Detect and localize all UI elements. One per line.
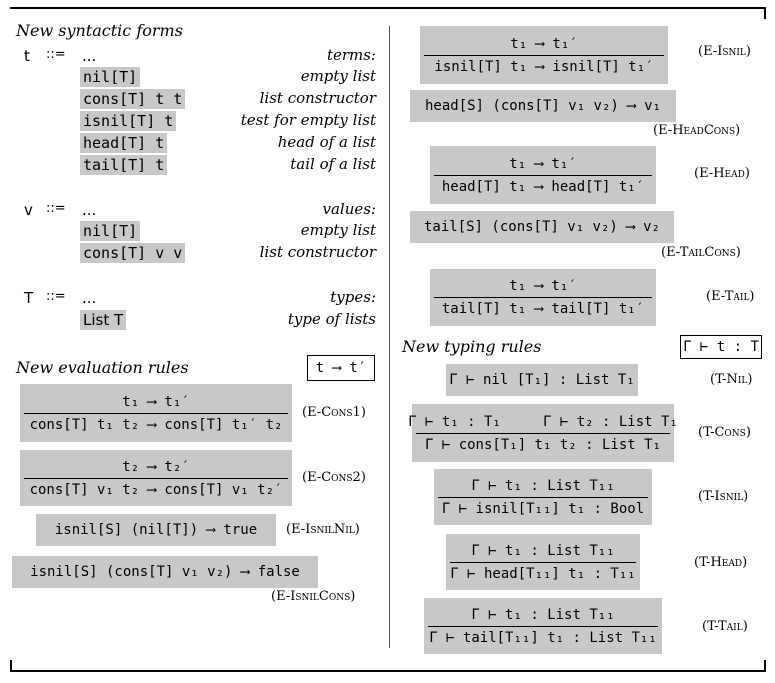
syntax-form: nil[T] [80, 221, 140, 241]
syntax-description: tail of a list [290, 155, 376, 173]
rule-name: (T-Nil) [710, 372, 753, 387]
rule-t-cons [408, 404, 678, 462]
frame-corner-tick [764, 660, 766, 672]
inference-bar [416, 433, 670, 434]
rule-premise: Γ ⊢ t₁ : List T₁₁ [471, 542, 615, 559]
typing-judgment-box: Γ ⊢ t : T [680, 335, 762, 359]
rule-name: (E-HeadCons) [653, 123, 741, 138]
rule-premise: Γ ⊢ t₁ : List T₁₁ [471, 606, 615, 623]
syntax-description: type of lists [287, 310, 376, 328]
rule-e-isnil [420, 26, 668, 84]
syntax-description: head of a list [277, 133, 376, 151]
rule-conclusion: isnil[T] t₁ ⟶ isnil[T] t₁′ [434, 58, 654, 75]
frame-bottom-rule [10, 670, 766, 672]
rule-name: (E-Head) [694, 166, 750, 181]
rule-conclusion: head[T] t₁ ⟶ head[T] t₁′ [441, 178, 645, 195]
rule-name: (E-TailCons) [661, 245, 741, 260]
rule-premise: t₁ ⟶ t₁′ [509, 155, 577, 172]
rule-premise: Γ ⊢ t₁ : List T₁₁ [471, 477, 615, 494]
rule-name: (E-IsnilNil) [286, 522, 360, 537]
rule-name: (T-Tail) [702, 619, 748, 634]
rule-conclusion: Γ ⊢ head[T₁₁] t₁ : T₁₁ [450, 565, 636, 582]
grammar-symbol: t [24, 47, 30, 65]
syntax-form: isnil[T] t [80, 111, 176, 131]
rule-e-cons1 [20, 384, 292, 442]
syntax-form: cons[T] t t [80, 89, 185, 109]
syntax-description: list constructor [259, 89, 376, 107]
inference-bar [24, 413, 288, 414]
rule-conclusion: tail[T] t₁ ⟶ tail[T] t₁′ [441, 301, 645, 317]
syntax-form: tail[T] t [80, 155, 167, 175]
inference-bar [434, 297, 652, 298]
frame-corner-tick [10, 660, 12, 672]
rule-name: (T-Head) [694, 555, 748, 570]
syntax-description: list constructor [259, 243, 376, 261]
rule-name: (E-IsnilCons) [271, 589, 356, 604]
rule-e-isnilcons: isnil[S] (cons[T] v₁ v₂) ⟶ false [12, 556, 318, 588]
grammar-op: ::= [46, 201, 66, 216]
rule-t-head [446, 534, 640, 590]
inference-bar [424, 55, 664, 56]
rule-premise: t₁ ⟶ t₁′ [510, 35, 578, 52]
grammar-op: ::= [46, 47, 66, 62]
rule-e-head [430, 146, 656, 204]
rule-e-cons2 [20, 450, 292, 506]
grammar-symbol: v [24, 201, 33, 219]
rule-conclusion: Γ ⊢ isnil[T₁₁] t₁ : Bool [441, 500, 645, 517]
rule-name: (E-Isnil) [698, 44, 751, 59]
inference-bar [438, 497, 648, 498]
rule-name: (T-Isnil) [698, 489, 749, 504]
rule-t-isnil [434, 469, 652, 525]
evaluation-heading: New evaluation rules [16, 358, 189, 377]
grammar-op: ::= [46, 289, 66, 304]
grammar-category: terms: [326, 46, 376, 64]
rule-premise: t₂ ⟶ t₂′ [122, 458, 190, 475]
rule-e-isnilnil: isnil[S] (nil[T]) ⟶ true [36, 514, 276, 546]
syntax-description: empty list [300, 221, 376, 239]
rule-name: (E-Cons1) [302, 405, 366, 420]
rule-conclusion: Γ ⊢ cons[T₁] t₁ t₂ : List T₁ [424, 436, 661, 453]
frame-corner-tick [764, 7, 766, 19]
grammar-continuation: ... [82, 201, 97, 219]
grammar-continuation: ... [82, 47, 97, 65]
rule-name: (E-Cons2) [302, 470, 366, 485]
rule-premise: t₁ ⟶ t₁′ [122, 393, 190, 410]
rule-e-tailcons: tail[S] (cons[T] v₁ v₂) ⟶ v₂ [410, 211, 674, 243]
rule-premise: t₁ ⟶ t₁′ [509, 278, 577, 294]
inference-bar [434, 175, 652, 176]
rule-conclusion: Γ ⊢ tail[T₁₁] t₁ : List T₁₁ [429, 629, 657, 646]
rule-conclusion: cons[T] v₁ t₂ ⟶ cons[T] v₁ t₂′ [29, 481, 283, 498]
typing-heading: New typing rules [402, 337, 542, 356]
evaluation-judgment-box: t ⟶ t′ [307, 355, 375, 381]
rule-conclusion: cons[T] t₁ t₂ ⟶ cons[T] t₁′ t₂ [29, 416, 283, 433]
rule-t-nil: Γ ⊢ nil [T₁] : List T₁ [446, 364, 638, 396]
inference-bar [450, 562, 636, 563]
syntax-description: test for empty list [240, 111, 376, 129]
rule-t-tail [424, 598, 662, 654]
syntax-form: head[T] t [80, 133, 167, 153]
rule-name: (T-Cons) [698, 425, 751, 440]
column-divider [389, 26, 390, 648]
frame-top-rule [10, 7, 766, 9]
syntax-description: empty list [300, 67, 376, 85]
inference-bar [428, 626, 658, 627]
grammar-symbol: T [24, 289, 34, 307]
syntax-form: List T [80, 310, 126, 330]
rule-name: (E-Tail) [706, 289, 755, 304]
rule-e-headcons: head[S] (cons[T] v₁ v₂) ⟶ v₁ [410, 90, 676, 122]
rule-e-tail [430, 269, 656, 326]
syntax-form: nil[T] [80, 67, 140, 87]
syntax-heading: New syntactic forms [16, 21, 183, 40]
grammar-category: types: [330, 288, 376, 306]
inference-bar [24, 478, 288, 479]
grammar-category: values: [322, 200, 376, 218]
grammar-continuation: ... [82, 289, 97, 307]
syntax-form: cons[T] v v [80, 243, 185, 263]
rule-premise: Γ ⊢ t₁ : T₁ Γ ⊢ t₂ : List T₁ [408, 413, 678, 430]
